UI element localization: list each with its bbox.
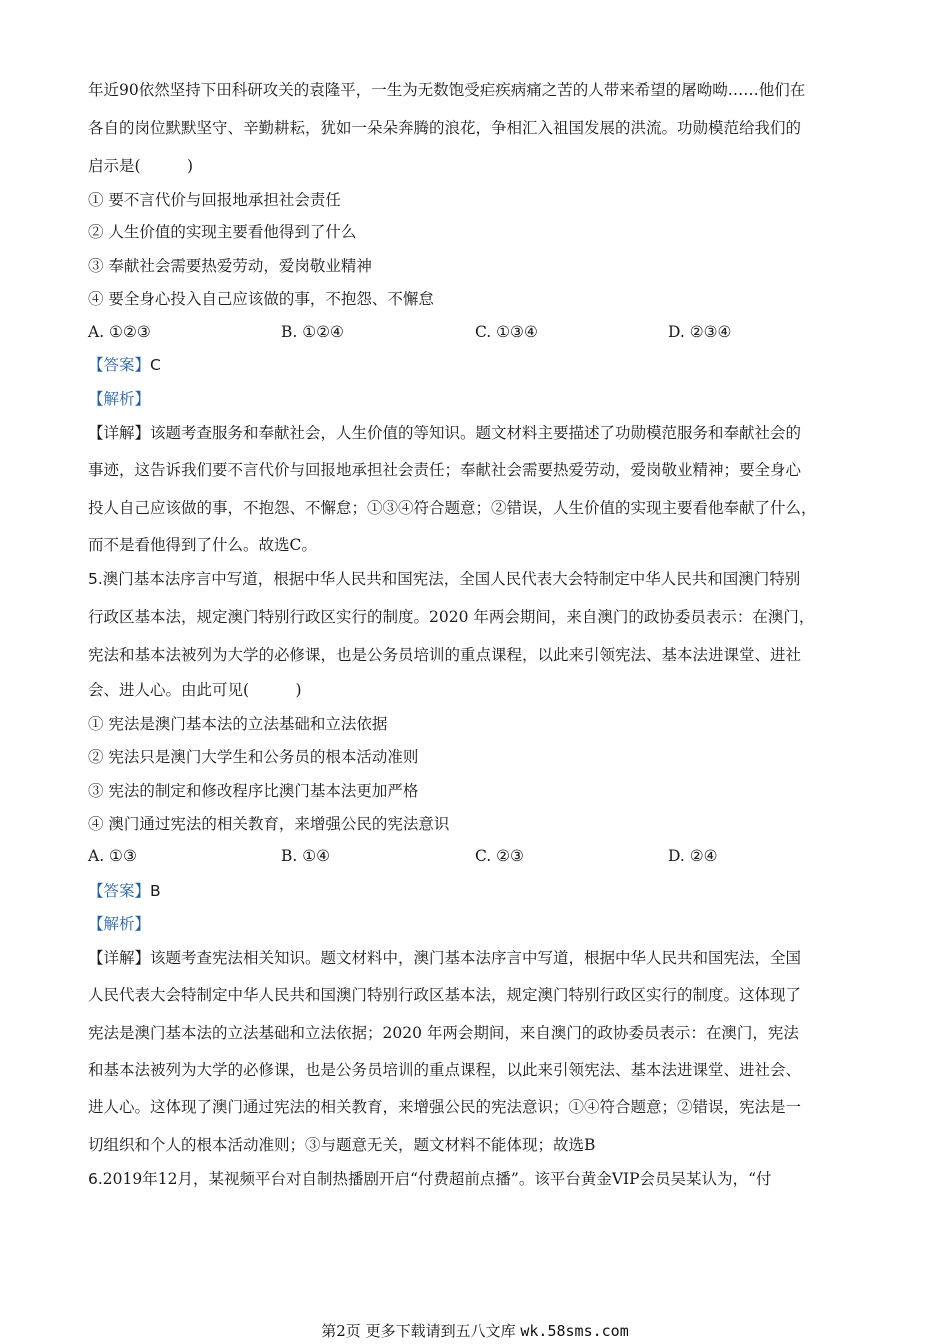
q6-stem-text: 2019年12月，某视频平台对自制热播剧开启“付费超前点播”。该平台黄金VIP会员吴某认为，“付 xyxy=(102,1170,772,1188)
answer-tag: 【答案】 xyxy=(88,356,151,374)
q4-options xyxy=(88,322,868,342)
q5-detail-line: 切组织和个人的根本活动准则；③与题意无关，题文材料不能体现；故选B xyxy=(88,1136,596,1154)
q4-answer xyxy=(88,355,880,375)
q4-option-d: D. ②③④ xyxy=(668,323,732,341)
q4-detail-line: 而不是看他得到了什么。故选C。 xyxy=(88,536,317,554)
detail-tag: 【详解】 xyxy=(88,424,151,442)
q5-statement: ① 宪法是澳门基本法的立法基础和立法依据 xyxy=(88,715,388,733)
q5-options xyxy=(88,846,868,866)
answer-value: B xyxy=(150,882,161,900)
q6-stem-line xyxy=(88,1169,880,1189)
q5-detail-line: 和基本法被列为大学的必修课，也是公务员培训的重点课程，以此来引领宪法、基本法进课堂、进社会、 xyxy=(88,1061,802,1079)
question-number: 5. xyxy=(88,570,103,588)
q5-detail-line: 宪法是澳门基本法的立法基础和立法依据；2020 年两会期间，来自澳门的政协委员表示：在澳门，宪法 xyxy=(88,1024,799,1042)
q5-option-d: D. ②④ xyxy=(668,847,718,865)
detail-text: 该题考查宪法相关知识。题文材料中，澳门基本法序言中写道，根据中华人民共和国宪法，全国 xyxy=(150,949,802,967)
q5-stem-line: 会、进人心。由此可见( ) xyxy=(88,681,302,699)
q4-option-c: C. ①③④ xyxy=(475,323,538,341)
q4-option-b: B. ①②④ xyxy=(281,323,344,341)
answer-value: C xyxy=(150,356,161,374)
q5-stem-text: 澳门基本法序言中写道，根据中华人民共和国宪法，全国人民代表大会特制定中华人民共和国澳门特别 xyxy=(102,570,801,588)
q4-stem-line: 启示是( ) xyxy=(88,157,194,175)
q4-detail-line: 投人自己应该做的事，不抱怨、不懈怠；①③④符合题意；②错误，人生价值的实现主要看他奉献了什么， xyxy=(88,499,817,517)
analysis-tag: 【解析】 xyxy=(88,915,151,933)
q4-statement: ① 要不言代价与回报地承担社会责任 xyxy=(88,191,341,209)
q5-option-c: C. ②③ xyxy=(475,847,524,865)
footer-url[interactable]: wk.58sms.com xyxy=(520,1322,629,1340)
q5-statement: ③ 宪法的制定和修改程序比澳门基本法更加严格 xyxy=(88,782,419,800)
detail-tag: 【详解】 xyxy=(88,949,151,967)
q4-stem-line: 年近90依然坚持下田科研攻关的袁隆平，一生为无数饱受疟疾病痛之苦的人带来希望的屠呦呦……他们在 xyxy=(88,81,806,99)
q5-stem-line xyxy=(88,569,880,589)
q4-detail-line: 事迹，这告诉我们要不言代价与回报地承担社会责任；奉献社会需要热爱劳动，爱岗敬业精神；要全身心 xyxy=(88,461,802,479)
q5-detail-line: 进人心。这体现了澳门通过宪法的相关教育，来增强公民的宪法意识；①④符合题意；②错误，宪法是一 xyxy=(88,1098,802,1116)
q5-option-a: A. ①③ xyxy=(88,847,137,865)
q5-answer xyxy=(88,881,880,901)
q5-option-b: B. ①④ xyxy=(281,847,331,865)
q4-detail-line xyxy=(88,423,880,443)
q5-detail-line xyxy=(88,948,880,968)
q5-statement: ② 宪法只是澳门大学生和公务员的根本活动准则 xyxy=(88,748,419,766)
page-footer xyxy=(0,1321,950,1341)
q4-stem-line: 各自的岗位默默坚守、辛勤耕耘，犹如一朵朵奔腾的浪花，争相汇入祖国发展的洪流。功勋模范给我们的 xyxy=(88,119,802,137)
q4-statement: ③ 奉献社会需要热爱劳动，爱岗敬业精神 xyxy=(88,257,372,275)
q5-stem-line: 宪法和基本法被列为大学的必修课，也是公务员培训的重点课程，以此来引领宪法、基本法进课堂、进社 xyxy=(88,646,802,664)
q5-stem-line: 行政区基本法，规定澳门特别行政区实行的制度。2020 年两会期间，来自澳门的政协委员表示：在澳门， xyxy=(88,608,815,626)
question-number: 6. xyxy=(88,1170,103,1188)
detail-text: 该题考查服务和奉献社会，人生价值的等知识。题文材料主要描述了功勋模范服务和奉献社会的 xyxy=(150,424,802,442)
analysis-tag: 【解析】 xyxy=(88,390,151,408)
q5-analysis-heading xyxy=(88,914,880,934)
q5-detail-line: 人民代表大会特制定中华人民共和国澳门特别行政区基本法，规定澳门特别行政区实行的制度。这体现了 xyxy=(88,986,802,1004)
q4-statement: ④ 要全身心投入自己应该做的事，不抱怨、不懈怠 xyxy=(88,290,434,308)
q4-option-a: A. ①②③ xyxy=(88,323,151,341)
page-number: 第2页 xyxy=(321,1322,361,1340)
q4-analysis-heading xyxy=(88,389,880,409)
answer-tag: 【答案】 xyxy=(88,882,151,900)
q4-statement: ② 人生价值的实现主要看他得到了什么 xyxy=(88,223,357,241)
footer-text: 更多下载请到五八文库 xyxy=(365,1322,516,1340)
q5-statement: ④ 澳门通过宪法的相关教育，来增强公民的宪法意识 xyxy=(88,815,450,833)
